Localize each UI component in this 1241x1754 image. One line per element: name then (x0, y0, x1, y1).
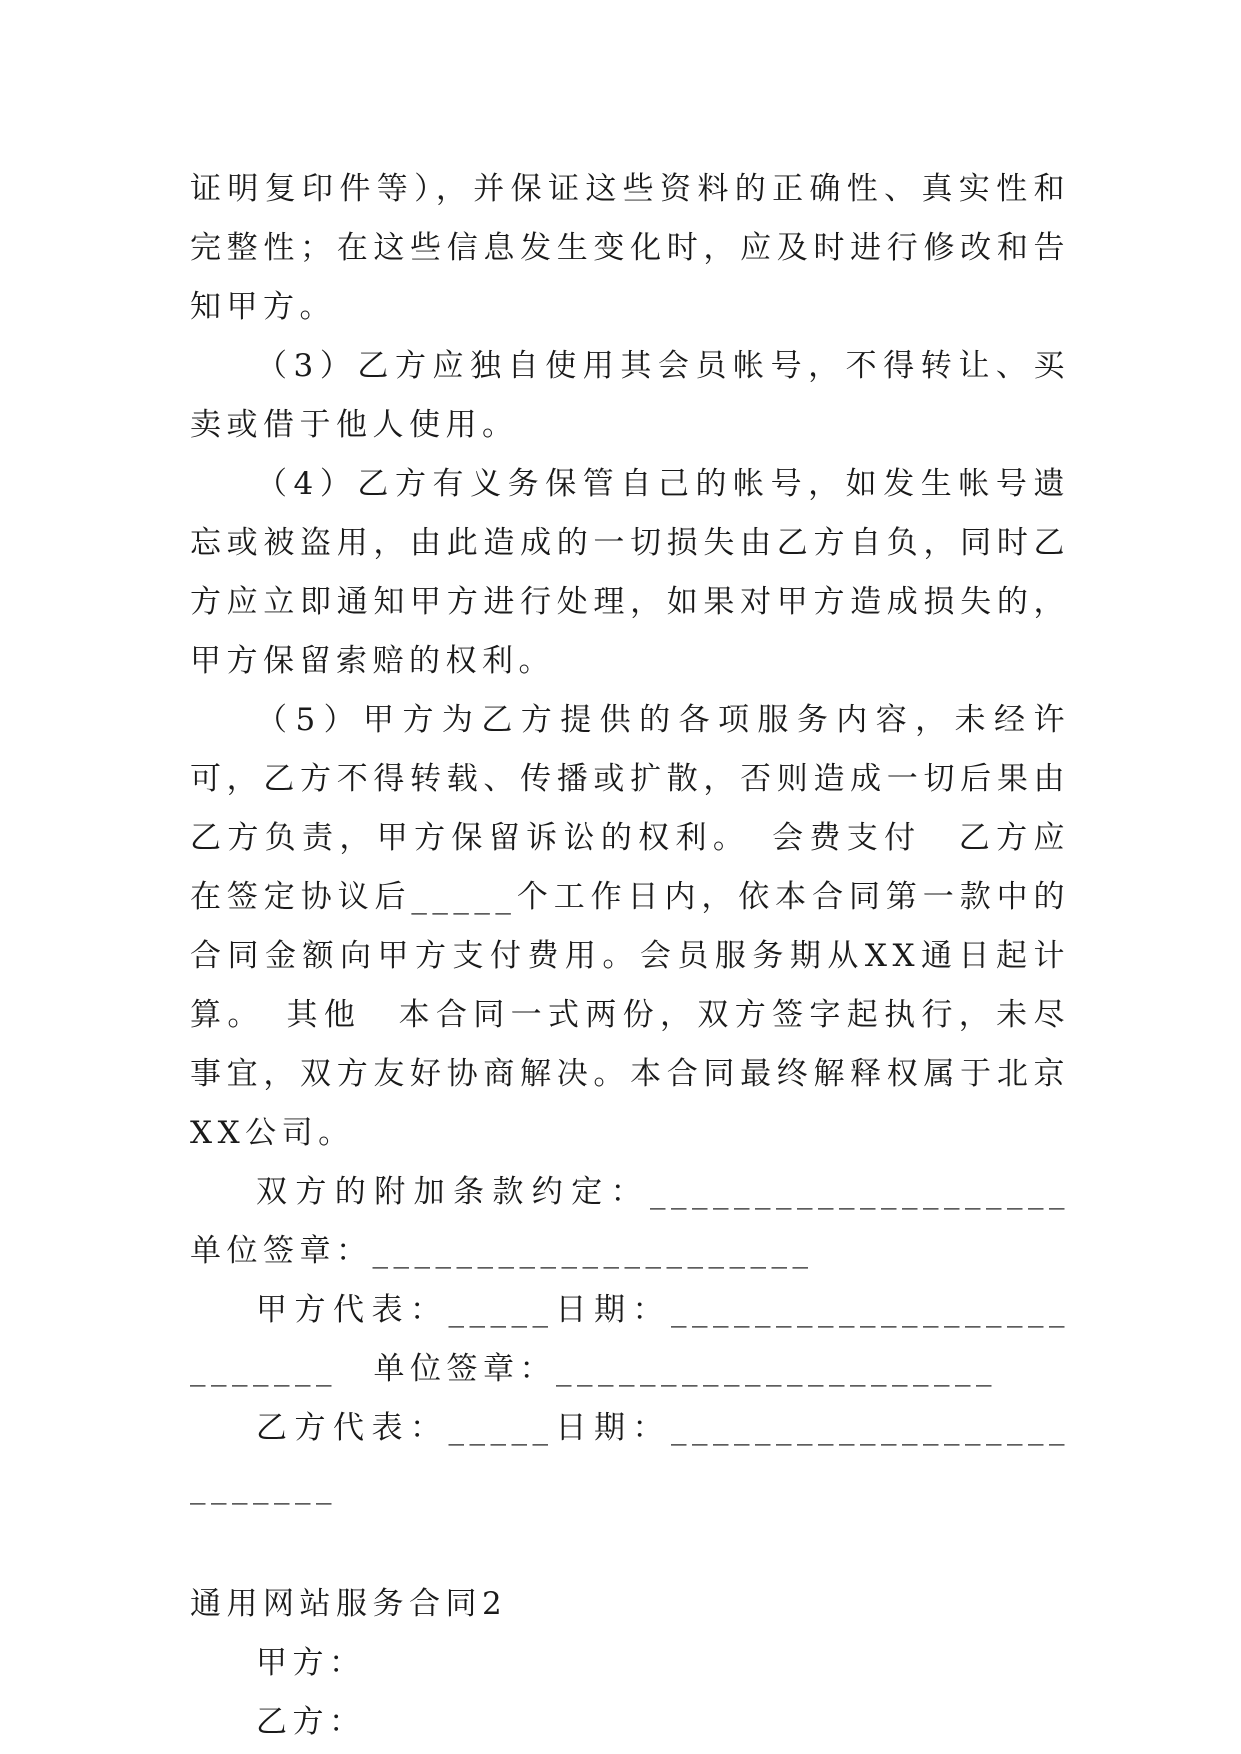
paragraph-personal-info: 证明复印件等），并保证这些资料的正确性、真实性和完整性；在这些信息发生变化时，应及时进行修改和告知甲方。 (190, 171, 1070, 325)
paragraph-account-exclusive: （3）乙方应独自使用其会员帐号，不得转让、买卖或借于他人使用。 (190, 348, 1070, 443)
document-body (190, 160, 1107, 1752)
paragraph-additional-terms: 双方的附加条款约定：____________________ 单位签章：_____________________ (190, 1174, 1107, 1269)
party-b-label: 乙方： (256, 1704, 366, 1740)
paragraph-party-a-signature: 甲方代表：_____日期：__________________________ 单位签章：_____________________ (190, 1292, 1070, 1387)
paragraph-service-content: （5）甲方为乙方提供的各项服务内容，未经许可，乙方不得转载、传播或扩散，否则造成一切后果由乙方负责，甲方保留诉讼的权利。 会费支付 乙方应在签定协议后_____个工作日内，依本合同第一款中的合同金额向甲方支付费用。会员服务期从XX通日起计算。 其他 本合同一式两份，双方签字起执行，未尽事宜，双方友好协商解决。本合同最终解释权属于北京XX公司。 (190, 702, 1070, 1151)
paragraph-account-safekeeping: （4）乙方有义务保管自己的帐号，如发生帐号遗忘或被盗用，由此造成的一切损失由乙方自负，同时乙方应立即通知甲方进行处理，如果对甲方造成损失的，甲方保留索赔的权利。 (190, 466, 1070, 679)
party-a-label: 甲方： (256, 1645, 366, 1681)
section-title: 通用网站服务合同2 (190, 1586, 508, 1622)
paragraph-party-b-signature: 乙方代表：_____日期：__________________________ (190, 1410, 1070, 1505)
